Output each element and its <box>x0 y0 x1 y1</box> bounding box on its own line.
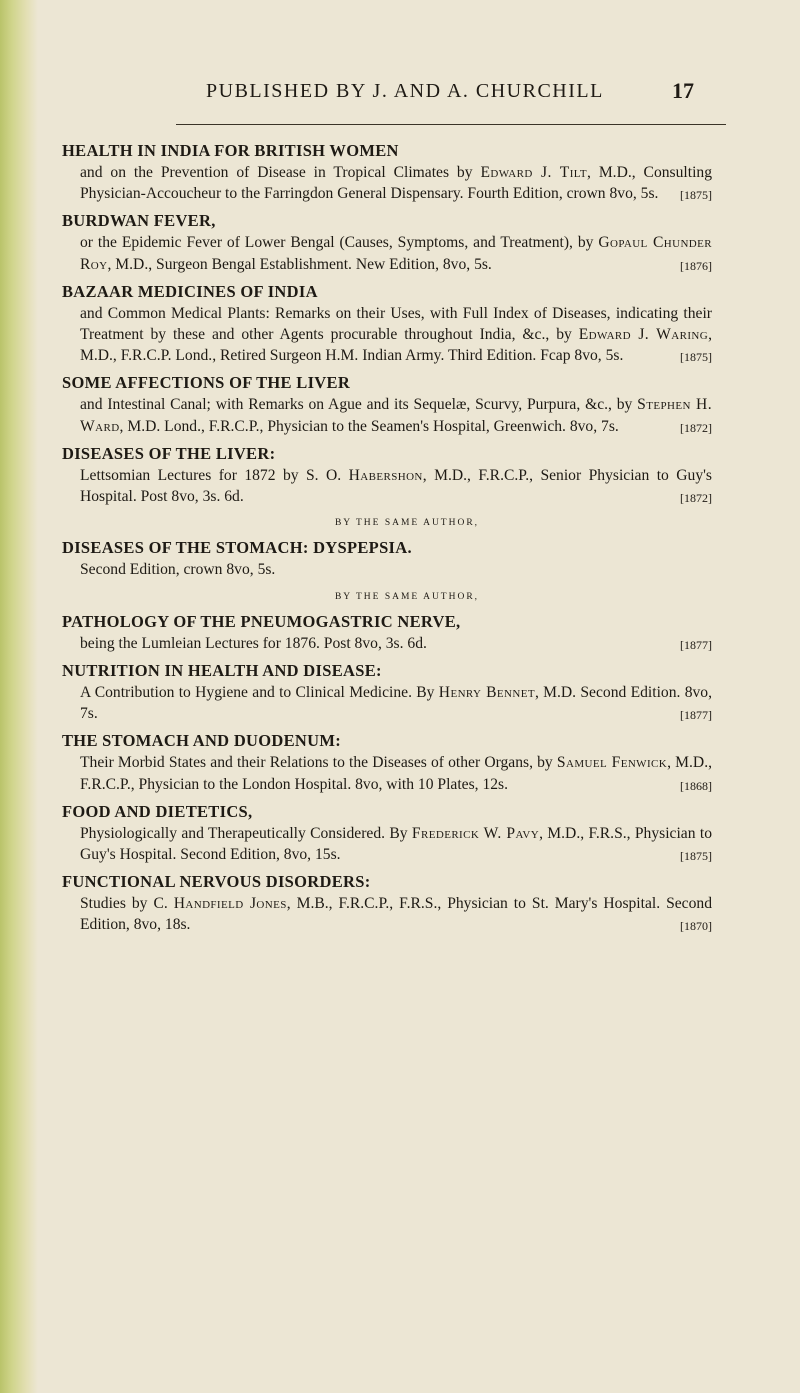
entry-author: Gopaul Chunder Roy <box>80 234 712 273</box>
entry-author: Frederick W. Pavy <box>411 824 540 842</box>
page-header <box>46 80 746 120</box>
entry-author: Edward J. Tilt <box>480 164 588 181</box>
entry-year: [1877] <box>680 637 712 652</box>
entry-description: being the Lumleian Lectures for 1876. Post 8vo, 3s. 6d. [1877] <box>62 633 712 654</box>
entry-year: [1870] <box>680 919 712 934</box>
entry-author: Henry Bennet <box>438 684 535 702</box>
entry-year: [1872] <box>680 420 712 435</box>
book-binding-edge <box>0 0 38 1393</box>
entry-description: Studies by C. Handfield Jones, M.B., F.R.C.P., F.R.S., Physician to St. Mary's Hospital. Second Edition, 8vo, 18s. [1870] <box>62 893 712 935</box>
catalogue-entry <box>62 587 712 654</box>
entry-year: [1875] <box>680 849 712 864</box>
entry-description: Physiologically and Therapeutically Considered. By Frederick W. Pavy, M.D., F.R.S., Physician to Guy's Hospital. Second Edition, 8vo, 15s. [1875] <box>62 823 712 865</box>
same-author-note: BY THE SAME AUTHOR, <box>334 591 480 602</box>
catalogue-entry <box>62 372 712 436</box>
entry-title: BURDWAN FEVER, <box>62 211 216 231</box>
entry-description: Lettsomian Lectures for 1872 by S. O. Habershon, M.D., F.R.C.P., Senior Physician to Guy's Hospital. Post 8vo, 3s. 6d. [1872] <box>62 465 712 507</box>
entry-description: Their Morbid States and their Relations to the Diseases of other Organs, by Samuel Fenwick, M.D., F.R.C.P., Physician to the London Hospital. 8vo, with 10 Plates, 12s. [1868] <box>62 752 712 794</box>
entry-title: NUTRITION IN HEALTH AND DISEASE: <box>62 661 382 681</box>
catalogue-entry <box>62 281 712 367</box>
entry-title: DISEASES OF THE STOMACH: DYSPEPSIA. <box>62 538 412 558</box>
entry-title: FUNCTIONAL NERVOUS DISORDERS: <box>62 872 371 892</box>
entry-title: PATHOLOGY OF THE PNEUMOGASTRIC NERVE, <box>62 611 461 631</box>
running-head: PUBLISHED BY J. AND A. CHURCHILL <box>206 80 604 102</box>
page-number: 17 <box>672 78 694 103</box>
entry-title: DISEASES OF THE LIVER: <box>62 443 276 463</box>
catalogue-entry <box>62 801 712 865</box>
entry-description: or the Epidemic Fever of Lower Bengal (Causes, Symptoms, and Treatment), by Gopaul Chunder Roy, M.D., Surgeon Bengal Establishment. New Edition, 8vo, 5s. [1876] <box>62 232 712 274</box>
catalogue-entry <box>62 210 712 274</box>
entry-year: [1875] <box>680 350 712 365</box>
catalogue-list <box>62 140 712 942</box>
entry-description: Second Edition, crown 8vo, 5s. <box>80 561 276 579</box>
catalogue-entry <box>62 513 712 580</box>
catalogue-entry <box>62 660 712 724</box>
catalogue-entry <box>62 730 712 794</box>
entry-description: and Common Medical Plants: Remarks on their Uses, with Full Index of Diseases, indicating their Treatment by these and other Agents procurable throughout India, &c., by Edward J. Waring, M.D., F.R.C.P. Lond., Retired Surgeon H.M. Indian Army. Third Edition. Fcap 8vo, 5s. [1875] <box>62 303 712 367</box>
entry-title: HEALTH IN INDIA FOR BRITISH WOMEN <box>62 141 399 160</box>
entry-year: [1877] <box>680 708 712 723</box>
entry-year: [1872] <box>680 491 712 506</box>
entry-year: [1876] <box>680 258 712 273</box>
book-page <box>46 0 796 1393</box>
entry-title: BAZAAR MEDICINES OF INDIA <box>62 281 318 301</box>
entry-title: FOOD AND DIETETICS, <box>62 801 253 821</box>
entry-author: Edward J. Waring <box>578 326 709 344</box>
catalogue-entry <box>62 443 712 507</box>
entry-author: Handfield Jones <box>173 895 287 913</box>
entry-description: and on the Prevention of Disease in Tropical Climates by Edward J. Tilt, M.D., Consulting Physician-Accoucheur to the Farringdon General Dispensary. Fourth Edition, crown 8vo, 5s. [1875] <box>62 162 712 204</box>
entry-author: Habershon <box>348 466 423 484</box>
entry-title: SOME AFFECTIONS OF THE LIVER <box>62 373 351 393</box>
entry-year: [1875] <box>680 188 712 203</box>
entry-title: THE STOMACH AND DUODENUM: <box>62 731 342 751</box>
entry-year: [1868] <box>680 778 712 793</box>
catalogue-entry <box>62 140 712 204</box>
entry-description: and Intestinal Canal; with Remarks on Ague and its Sequelæ, Scurvy, Purpura, &c., by Stephen H. Ward, M.D. Lond., F.R.C.P., Physician to the Seamen's Hospital, Greenwich. 8vo, 7s. [1872] <box>62 394 712 436</box>
entry-author: Stephen H. Ward <box>80 396 712 435</box>
header-rule <box>176 124 726 125</box>
entry-description: A Contribution to Hygiene and to Clinical Medicine. By Henry Bennet, M.D. Second Edition. 8vo, 7s. [1877] <box>62 682 712 724</box>
entry-author: Samuel Fenwick <box>556 754 668 772</box>
same-author-note: BY THE SAME AUTHOR, <box>334 518 480 529</box>
catalogue-entry <box>62 871 712 935</box>
